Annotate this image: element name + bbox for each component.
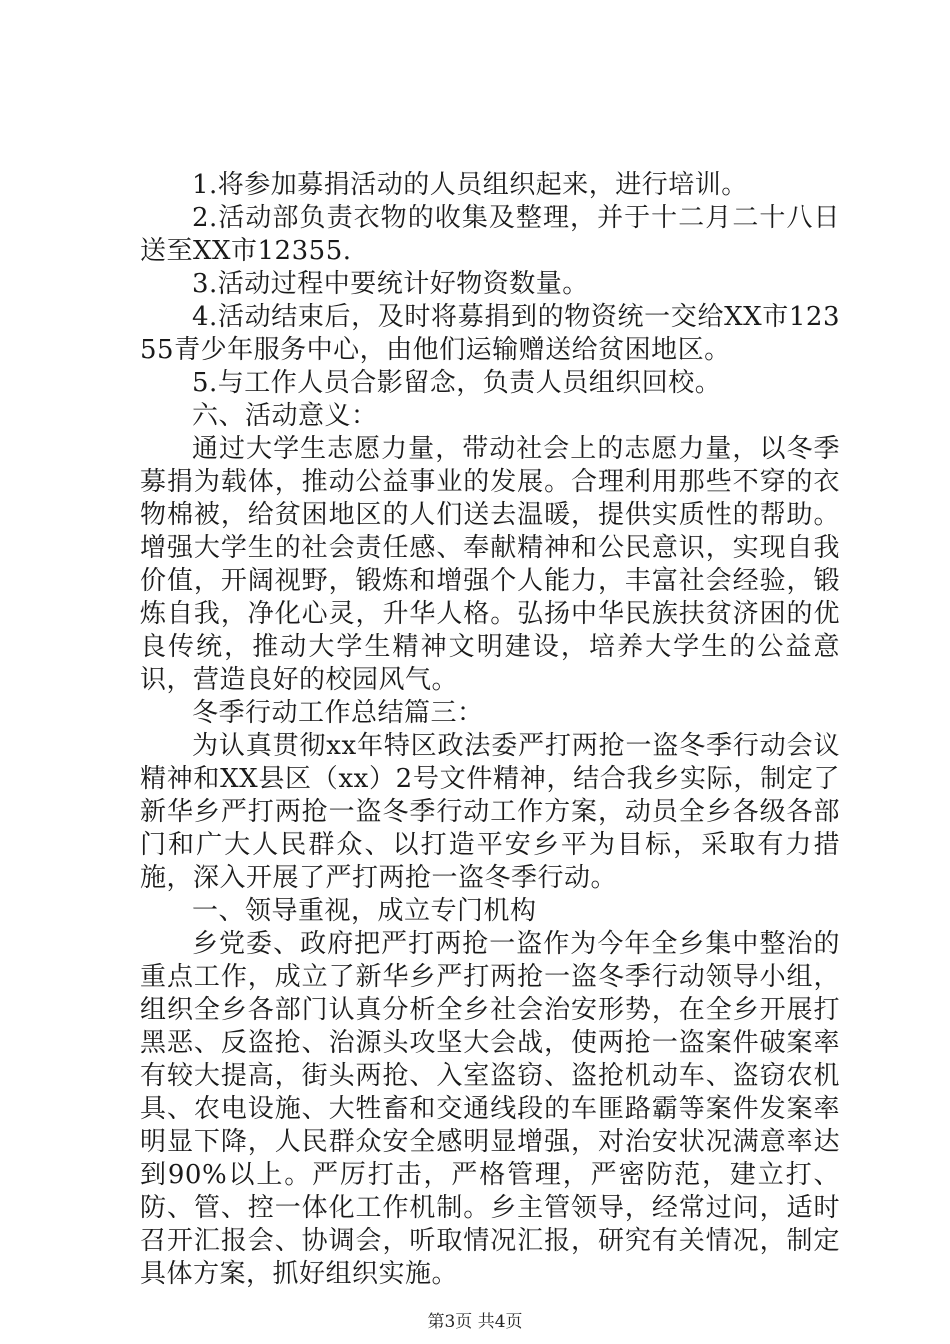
section-heading-activity-significance: 六、活动意义： bbox=[192, 401, 378, 431]
paragraph-item-2: 2.活动部负责衣物的收集及整理，并于十二月二十八日送至XX市12355. bbox=[140, 203, 840, 266]
paragraph-leadership: 乡党委、政府把严打两抢一盗作为今年全乡集中整治的重点工作，成立了新华乡严打两抢一盗冬季行动领导小组，组织全乡各部门认真分析全乡社会治安形势，在全乡开展打黑恶、反盗抢、治源头攻坚大会战，使两抢一盗案件破案率有较大提高，街头两抢、入室盗窃、盗抢机动车、盗窃农机具、农电设施、大牲畜和交通线段的车匪路霸等案件发案率明显下降，人民群众安全感明显增强，对治安状况满意率达到90%以上。严厉打击，严格管理，严密防范，建立打、防、管、控一体化工作机制。乡主管领导，经常过问，适时召开汇报会、协调会，听取情况汇报，研究有关情况，制定具体方案，抓好组织实施。 bbox=[140, 929, 840, 1289]
paragraph-item-3: 3.活动过程中要统计好物资数量。 bbox=[192, 269, 589, 299]
section-heading-summary-part-three: 冬季行动工作总结篇三： bbox=[192, 698, 484, 728]
document-body bbox=[140, 169, 840, 1291]
paragraph-item-1: 1.将参加募捐活动的人员组织起来，进行培训。 bbox=[192, 170, 748, 200]
paragraph-item-4: 4.活动结束后，及时将募捐到的物资统一交给XX市12355青少年服务中心，由他们运输赠送给贫困地区。 bbox=[140, 302, 840, 365]
page-footer: 第3页 共4页 bbox=[427, 1312, 523, 1332]
paragraph-item-5: 5.与工作人员合影留念，负责人员组织回校。 bbox=[192, 368, 722, 398]
paragraph-significance: 通过大学生志愿力量，带动社会上的志愿力量，以冬季募捐为载体，推动公益事业的发展。合理利用那些不穿的衣物棉被，给贫困地区的人们送去温暖，提供实质性的帮助。增强大学生的社会责任感、奉献精神和公民意识，实现自我价值，开阔视野，锻炼和增强个人能力，丰富社会经验，锻炼自我，净化心灵，升华人格。弘扬中华民族扶贫济困的优良传统，推动大学生精神文明建设，培养大学生的公益意识，营造良好的校园风气。 bbox=[140, 434, 840, 695]
section-heading-leadership: 一、领导重视，成立专门机构 bbox=[192, 896, 537, 926]
paragraph-intro: 为认真贯彻xx年特区政法委严打两抢一盗冬季行动会议精神和XX县区（xx）2号文件精神，结合我乡实际，制定了新华乡严打两抢一盗冬季行动工作方案，动员全乡各级各部门和广大人民群众、以打造平安乡平为目标，采取有力措施，深入开展了严打两抢一盗冬季行动。 bbox=[140, 731, 840, 893]
